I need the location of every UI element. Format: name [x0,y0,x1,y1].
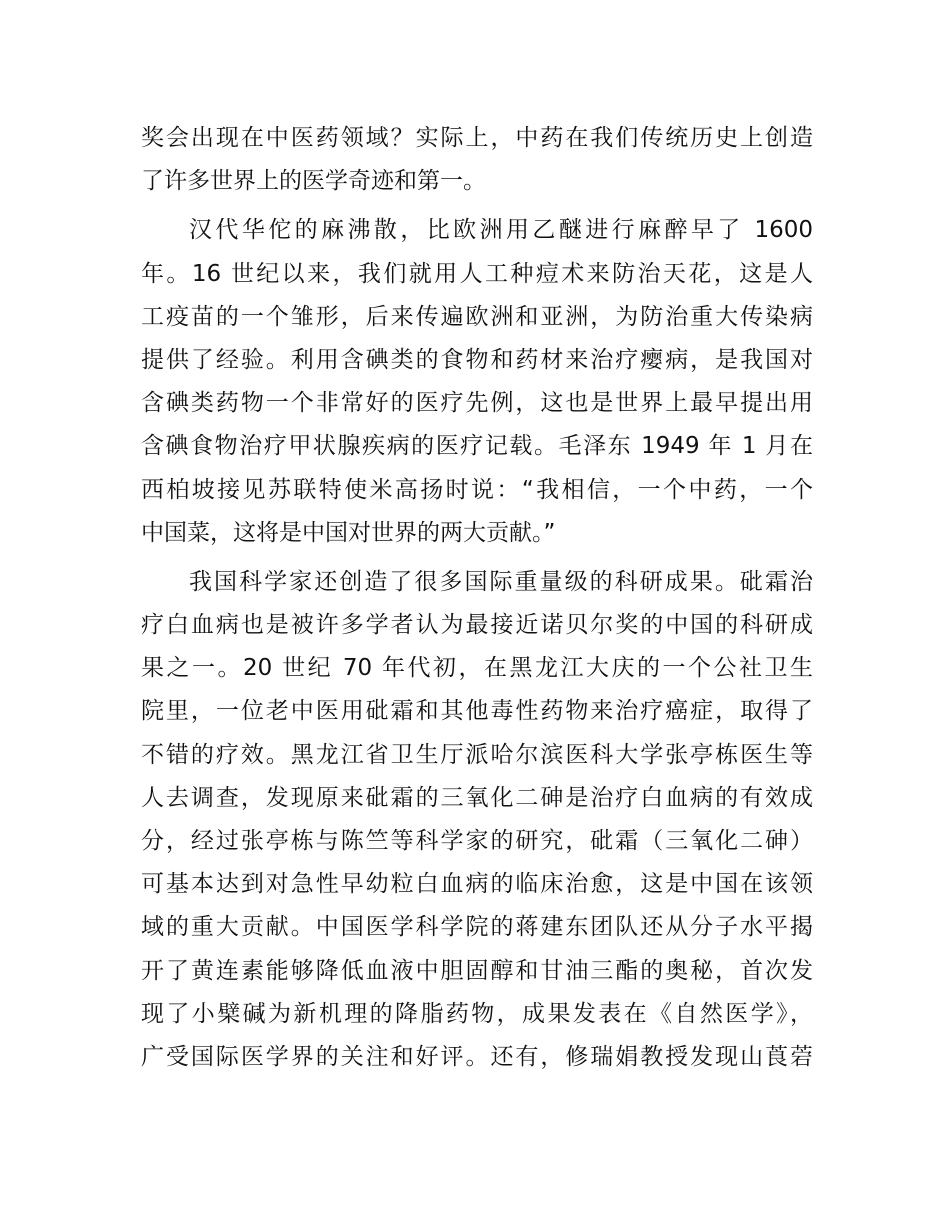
text-line: 汉代华佗的麻沸散，比欧洲用乙醚进行麻醉早了 1600 [189,217,813,244]
text-line: 可基本达到对急性早幼粒白血病的临床治愈，这是中国在该领 [141,871,813,898]
text-line: 提供了经验。利用含碘类的食物和药材来治疗瘿病，是我国对 [141,346,813,373]
text-line: 奖会出现在中医药领域？实际上，中药在我们传统历史上创造 [141,125,813,151]
text-line: 开了黄连素能够降低血液中胆固醇和甘油三酯的奥秘，首次发 [141,957,813,984]
text-line: 西柏坡接见苏联特使米高扬时说：“我相信，一个中药，一个 [141,476,813,503]
text-line: 人去调查，发现原来砒霜的三氧化二砷是治疗白血病的有效成 [141,784,813,811]
text-line: 年。16 世纪以来，我们就用人工种痘术来防治天花，这是人 [141,260,813,287]
text-line: 含碘类药物一个非常好的医疗先例，这也是世界上最早提出用 [141,390,813,417]
text-line: 分，经过张亭栋与陈竺等科学家的研究，砒霜（三氧化二砷） [141,828,813,854]
text-line: 工疫苗的一个雏形，后来传遍欧洲和亚洲，为防治重大传染病 [141,303,813,330]
text-line: 中国菜，这将是中国对世界的两大贡献。” [141,519,556,546]
text-line: 域的重大贡献。中国医学科学院的蒋建东团队还从分子水平揭 [141,914,813,941]
text-line: 院里，一位老中医用砒霜和其他毒性药物来治疗癌症，取得了 [141,698,813,725]
text-line: 含碘食物治疗甲状腺疾病的医疗记载。毛泽东 1949 年 1 月在 [141,433,813,460]
text-line: 果之一。20 世纪 70 年代初，在黑龙江大庆的一个公社卫生 [141,655,813,682]
text-line: 疗白血病也是被许多学者认为最接近诺贝尔奖的中国的科研成 [141,612,813,639]
text-line: 广受国际医学界的关注和好评。还有，修瑞娟教授发现山莨菪 [141,1043,813,1070]
text-line: 现了小檗碱为新机理的降脂药物，成果发表在《自然医学》， [141,1000,813,1027]
paragraph-1 [141,117,813,203]
document-body [141,117,813,1085]
paragraph-3 [141,561,813,1079]
text-line: 了许多世界上的医学奇迹和第一。 [141,168,486,195]
text-line: 不错的疗效。黑龙江省卫生厅派哈尔滨医科大学张亭栋医生等 [141,741,813,768]
text-line: 我国科学家还创造了很多国际重量级的科研成果。砒霜治 [189,568,813,595]
paragraph-2 [141,209,813,555]
